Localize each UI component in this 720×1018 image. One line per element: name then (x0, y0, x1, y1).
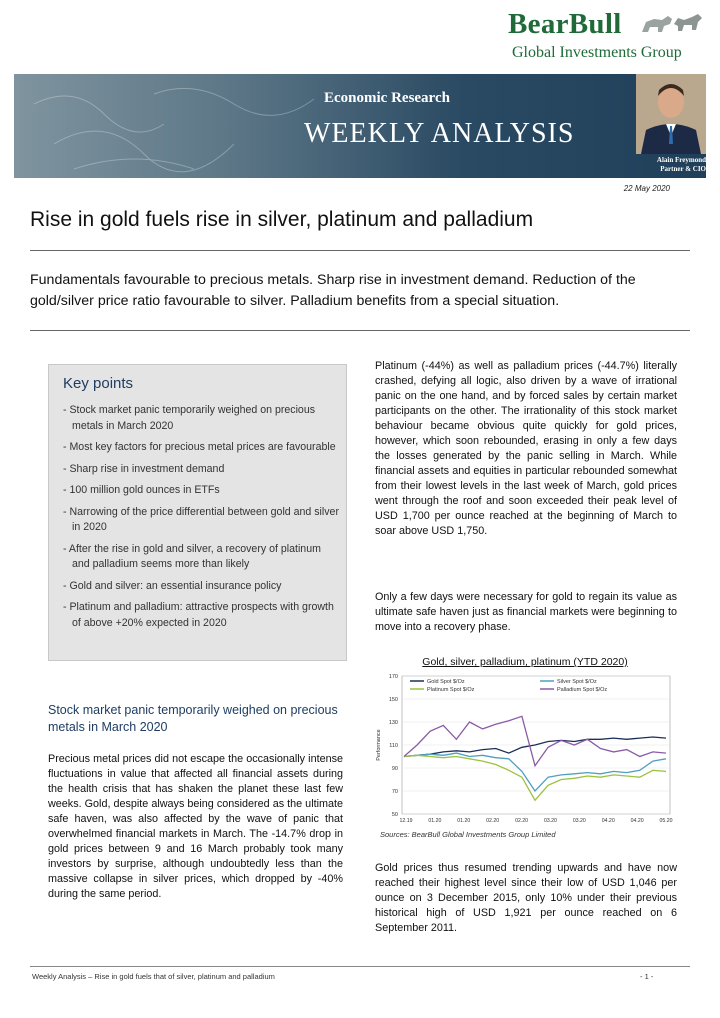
page-number: - 1 - (640, 972, 654, 981)
x-tick-label: 04.20 (630, 818, 644, 824)
legend-label-silver: Silver Spot $/Oz (557, 679, 597, 685)
y-axis-label: Performance (376, 729, 382, 761)
key-point-item: - Platinum and palladium: attractive prospects with growth of above +20% expected in 2020 (63, 601, 334, 629)
y-tick-label: 110 (389, 743, 398, 749)
author-name: Alain Freymond (656, 156, 706, 164)
chart-title: Gold, silver, palladium, platinum (YTD 2020) (422, 656, 628, 668)
body-paragraph-right-3: Gold prices thus resumed trending upwards and have now reached their highest level since their low of USD 1,046 per ounce on 3 December 2015, only 10% under their previous historical high of USD 1,921 per ounce reached on 6 September 2011. (375, 862, 677, 934)
y-tick-label: 50 (391, 812, 398, 818)
bear-bull-logo-icon (640, 10, 704, 36)
x-tick-label: 01.20 (428, 818, 442, 824)
author-photo (636, 74, 706, 154)
header-banner (14, 74, 706, 178)
key-point-item: - Narrowing of the price differential between gold and silver in 2020 (63, 505, 339, 533)
precious-metals-chart (372, 668, 682, 828)
x-tick-label: 05.20 (659, 818, 673, 824)
x-tick-label: 02.20 (515, 818, 529, 824)
publication-date: 22 May 2020 (623, 184, 670, 193)
x-tick-label: 03.20 (543, 818, 557, 824)
legend-label-palladium: Palladium Spot $/Oz (557, 687, 608, 693)
x-tick-label: 04.20 (601, 818, 615, 824)
key-point-item: - Stock market panic temporarily weighed on precious metals in March 2020 (63, 404, 316, 432)
x-tick-label: 12.19 (399, 818, 413, 824)
key-point-item: - Most key factors for precious metal prices are favourable (63, 441, 336, 453)
lead-divider (30, 330, 690, 331)
key-points-list (63, 403, 341, 637)
x-tick-label: 01.20 (457, 818, 471, 824)
author-role: Partner & CIO (660, 165, 706, 173)
title-divider (30, 250, 690, 251)
y-tick-label: 70 (391, 789, 398, 795)
key-points-title: Key points (63, 375, 134, 392)
body-paragraph-left: Precious metal prices did not escape the occasionally intense fluctuations in value that affected all financial assets during the health crisis that has shaken the planet these last few weeks. Gold, despite always being considered as the ultimate safe haven, was also affected by the wave of panic that overwhelmed financial markets in March. The -14.7% drop in gold prices between 9 and 16 March probably took many investors by surprise, although undoubtedly less than the massive collapse in silver prices, which dropped by -40% during the same period. (48, 753, 343, 900)
section-heading: Stock market panic temporarily weighed on precious metals in March 2020 (48, 703, 338, 734)
y-tick-label: 150 (388, 697, 398, 703)
key-point-item: - Sharp rise in investment demand (63, 462, 225, 475)
logo-subtitle: Global Investments Group (512, 44, 682, 61)
x-tick-label: 02.20 (486, 818, 500, 824)
body-paragraph-right-1: Platinum (-44%) as well as palladium prices (-44.7%) literally crashed, defying all logic, also driven by a wave of irrational panic on the one hand, and by forced sales by certain market participants on the other. The irrationality of this stock market behaviour became obvious quite quickly for gold prices, however, which soon rebounded, erasing in only a few days the losses generated by the panic selling in March. While financial assets and equities in particular rebounded somewhat from their lowest levels in the last week of March, gold prices went through the roof and soon exceeded their peak level of USD 1,700 per ounce reached at the beginning of March to soar above USD 1,750. (375, 360, 677, 537)
key-point-item: - 100 million gold ounces in ETFs (63, 484, 220, 496)
author-portrait-icon (636, 74, 706, 154)
key-point-item: - Gold and silver: an essential insurance policy (63, 579, 282, 592)
lead-paragraph: Fundamentals favourable to precious metals. Sharp rise in investment demand. Reduction of the gold/silver price ratio favourable to silver. Palladium benefits from a special situation. (30, 272, 636, 309)
key-points-box (48, 364, 347, 661)
legend-label-gold: Gold Spot $/Oz (427, 679, 465, 685)
banner-kicker: Economic Research (324, 90, 450, 106)
chart-source: Sources: BearBull Global Investments Group Limited (380, 830, 556, 839)
logo-name: BearBull (508, 8, 622, 40)
y-tick-label: 130 (388, 720, 398, 726)
author-caption (614, 156, 706, 174)
key-point-item: - After the rise in gold and silver, a recovery of platinum and palladium seems more than likely (63, 542, 321, 570)
y-tick-label: 90 (391, 766, 398, 772)
banner-title: WEEKLY ANALYSIS (304, 118, 575, 149)
y-tick-label: 170 (388, 674, 398, 680)
body-paragraph-right-2: Only a few days were necessary for gold to regain its value as ultimate safe haven just as financial markets were beginning to move into a recovery phase. (375, 591, 677, 633)
footer-divider (30, 966, 690, 967)
legend-label-platinum: Platinum Spot $/Oz (427, 687, 475, 693)
article-title: Rise in gold fuels rise in silver, platinum and palladium (30, 208, 534, 231)
footer-text: Weekly Analysis – Rise in gold fuels that of silver, platinum and palladium (32, 972, 275, 981)
x-tick-label: 03.20 (572, 818, 586, 824)
